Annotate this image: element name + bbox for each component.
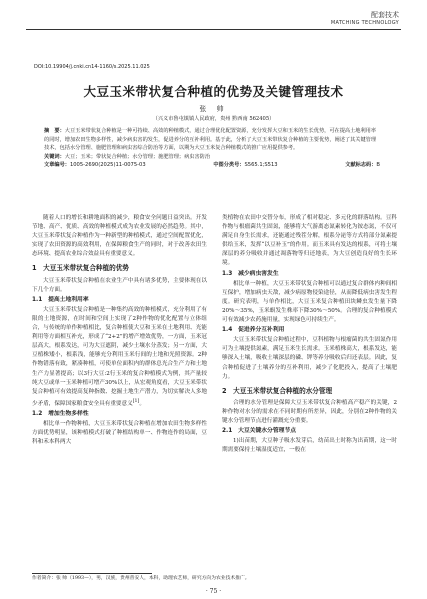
doccode-value: B — [376, 162, 380, 169]
clc-label: 中图分类号： — [213, 162, 245, 169]
section-heading-2: 2 大豆玉米带状复合种植的水分管理 — [222, 386, 333, 395]
subsection-1-2-paragraph: 相比单一作物种植，大豆玉米带状复合种植在增加农田生物多样性方面优势明显，该种植模式打破了种植结构单一、作物连作的局面，豆科和禾本科两大 — [32, 420, 207, 446]
abstract-block — [44, 127, 380, 170]
subsection-1-1-paragraph: 大豆玉米带状复合种植是一种集约高效的种植模式，充分利用了有限的土地资源，在时间和空间上实现了2种作物的优化配置与立体组合，与传统的单作种植相比，复合种植使大豆和玉米在土地利用、光能利用等方面相互补充，形成了“2+2”的增产增效优势，一方面，玉米冠层高大，根系发达，可为大豆遮阴，减少土壤水分蒸发；另一方面，大豆植株矮小，根系浅，能够充分利用玉米行间的土地和光照资源。2种作物错落有致，紧凑种植，可使单位面积内的群体总光合生产力和土地生产力显著提高；以3行大豆:2行玉米的复合种植模式为例，其产量较纯大豆或单一玉米种植可增产30%以上，从宏观角度看，大豆玉米带状复合种植可有效提高复种指数、挖掘土地生产潜力，为切实解决人多地少矛盾，保障国家粮食安全具有重要意义[1]。 — [32, 306, 207, 407]
left-column — [32, 214, 207, 447]
subsection-1-1-text: 大豆玉米带状复合种植是一种集约高效的种植模式，充分利用了有限的土地资源，在时间和空间上实现了2种作物的优化配置与立体组合，与传统的单作种植相比，复合种植使大豆和玉米在土地利用、光能利用等方面相互补充，形成了“2+2”的增产增效优势，一方面，玉米冠层高大，根系发达，可为大豆遮阴，减少土壤水分蒸发；另一方面，大豆植株矮小，根系浅，能够充分利用玉米行间的土地和光照资源。2种作物错落有致，紧凑种植，可使单位面积内的群体总光合生产力和土地生产力显著提高；以3行大豆:2行玉米的复合种植模式为例，其产量较纯大豆或单一玉米种植可增产30%以上，从宏观角度看，大豆玉米带状复合种植可有效提高复种指数、挖掘土地生产潜力，为切实解决人多地少矛盾，保障国家粮食安全具有重要意义 — [32, 306, 207, 407]
article-title: 大豆玉米带状复合种植的优势及关键管理技术 — [83, 84, 344, 99]
subsection-heading-2-1: 2.1 大豆关键水分管理节点 — [222, 428, 297, 435]
abstract-text: 大豆玉米带状复合种植是一种可持续、高效的种植模式，通过合理优化配置资源，充分发挥大豆和玉米的生长优势，可在提高土地利用率的同时，增加农田生物多样性，减少病虫害的发生，促进养分的互补利用。基于此，分析了大豆玉米带状复合种植的主要优势，阐述了其关键管理技术，包括水分管理、施肥管理和病虫害综合防治等方面，以期为大豆玉米复合种植模式的推广应用提供参考。 — [44, 128, 377, 152]
article-number — [44, 161, 146, 170]
author-footnote: 作者简介：张 帅（1993—），男，汉族，贵州普安人，本科，助理农艺师，研究方向为农业技术推广。 — [32, 576, 250, 581]
subsection-2-1-paragraph: 1)出苗期，大豆种子吸水发芽后，幼苗出土时称为出苗期，这一时期需要保持土壤湿度适宜，一般在 — [222, 438, 397, 454]
page-number: · 75 · — [205, 588, 222, 595]
article-meta-row — [44, 161, 380, 170]
article-number-value: 1005-2690(2025)11-0075-03 — [69, 162, 146, 169]
keywords — [44, 153, 380, 162]
right-column — [222, 214, 397, 455]
clc-value: S565.1;S513 — [244, 162, 278, 169]
subsection-heading-1-1: 1.1 提高土地利用率 — [32, 296, 89, 303]
author-name: 张 帅 — [199, 105, 228, 113]
subsection-heading-1-2: 1.2 增加生物多样性 — [32, 410, 89, 417]
section-2-paragraph: 合理的水分管理是保障大豆玉米带状复合种植高产稳产的关键，2种作物对水分的需求在不同时期有所差异，因此，分别在2种作物的关键水分管理节点进行灌溉充分重要。 — [222, 399, 397, 424]
running-header — [331, 10, 399, 26]
doi[interactable]: DOI:10.19904/j.cnki.cn14-1160/s.2025.11.025 — [34, 64, 150, 70]
section-heading-1: 1 大豆玉米带状复合种植的优势 — [32, 264, 129, 273]
subsection-1-4-paragraph: 大豆玉米带状复合种植过程中，豆科植物与根瘤菌的共生固氮作用可为土壤提供氮素，满足玉米生长需求。玉米植株高大，根系发达，能够深入土壤，吸收土壤深层的磷、钾等养分吸收后归还表层。因此，复合种植促进了土壤养分的互补利用，减少了化肥投入，提高了土壤肥力。 — [222, 337, 397, 380]
header-rule — [26, 29, 401, 30]
subsection-1-3-paragraph: 相比单一种植，大豆玉米带状复合种植可以通过复合群体内种间相互保护，增加病虫天敌，减少病原物侵染途径，从而降低病虫害发生程度。研究表明，与单作相比，大豆玉米复合种植田块鳞虫发生量下降20%～35%，玉米螟发生株率下降30%～50%。合理的复合种植模式可有效减少农药施用量，实现绿色可持续生产。 — [222, 280, 397, 324]
doccode-label: 文献标志码： — [345, 162, 377, 169]
clc-code — [213, 161, 277, 170]
abstract-label: 摘 要： — [44, 128, 65, 134]
subsection-heading-1-4: 1.4 促进养分互补利用 — [222, 327, 285, 334]
subsection-heading-1-3: 1.3 减少病虫害发生 — [222, 270, 279, 277]
keywords-text: 大豆；玉米；带状复合种植；水分管理；施肥管理；病虫害防治 — [64, 153, 211, 160]
header-section-cn: 配套技术 — [371, 11, 399, 19]
reference-link[interactable]: [1] — [132, 398, 140, 404]
author-affiliation: （兴义市鲁屯镇镇人民政府，贵州 黔西南 562405） — [152, 116, 275, 122]
intro-paragraph: 随着人口的增长和耕地面积的减少，粮食安全问题日益突出。开发节地、高产、优质、高效的种植模式成为农业发展的必然趋势。其中，大豆玉米带状复合种植作为一种新型的种植模式，通过空间配置优化，实现了农田资源的高效利用，在保障粮食生产的同时，对于改善农田生态环境、提高农业综合效益具有重要意义。 — [32, 215, 207, 258]
abstract — [44, 127, 380, 153]
article-number-label: 文章编号： — [44, 162, 70, 169]
section-1-paragraph: 大豆玉米带状复合种植在农业生产中具有诸多优势，主要体现在以下几个方面。 — [32, 277, 207, 293]
document-code — [345, 161, 380, 170]
keywords-label: 关键词： — [44, 153, 65, 160]
header-section-en: MATCHING TECHNOLOGY — [330, 20, 399, 26]
continued-paragraph: 类植物在农田中交替分布，形成了相对稳定、多元化的群落结构。豆科作物与根瘤菌共生固氮，能够将大气游离态氮素转化为铵态氮，不仅可满足自身生长需求，还能通过残茬分解，根系分泌等方式将部分氮素提供给玉米，发挥“以豆补玉”的作用。而玉米具有发达的根系，可将土壤深层的养分吸收并通过凋落物等归还地表，为大豆创造良好的生长环境。 — [222, 215, 397, 267]
